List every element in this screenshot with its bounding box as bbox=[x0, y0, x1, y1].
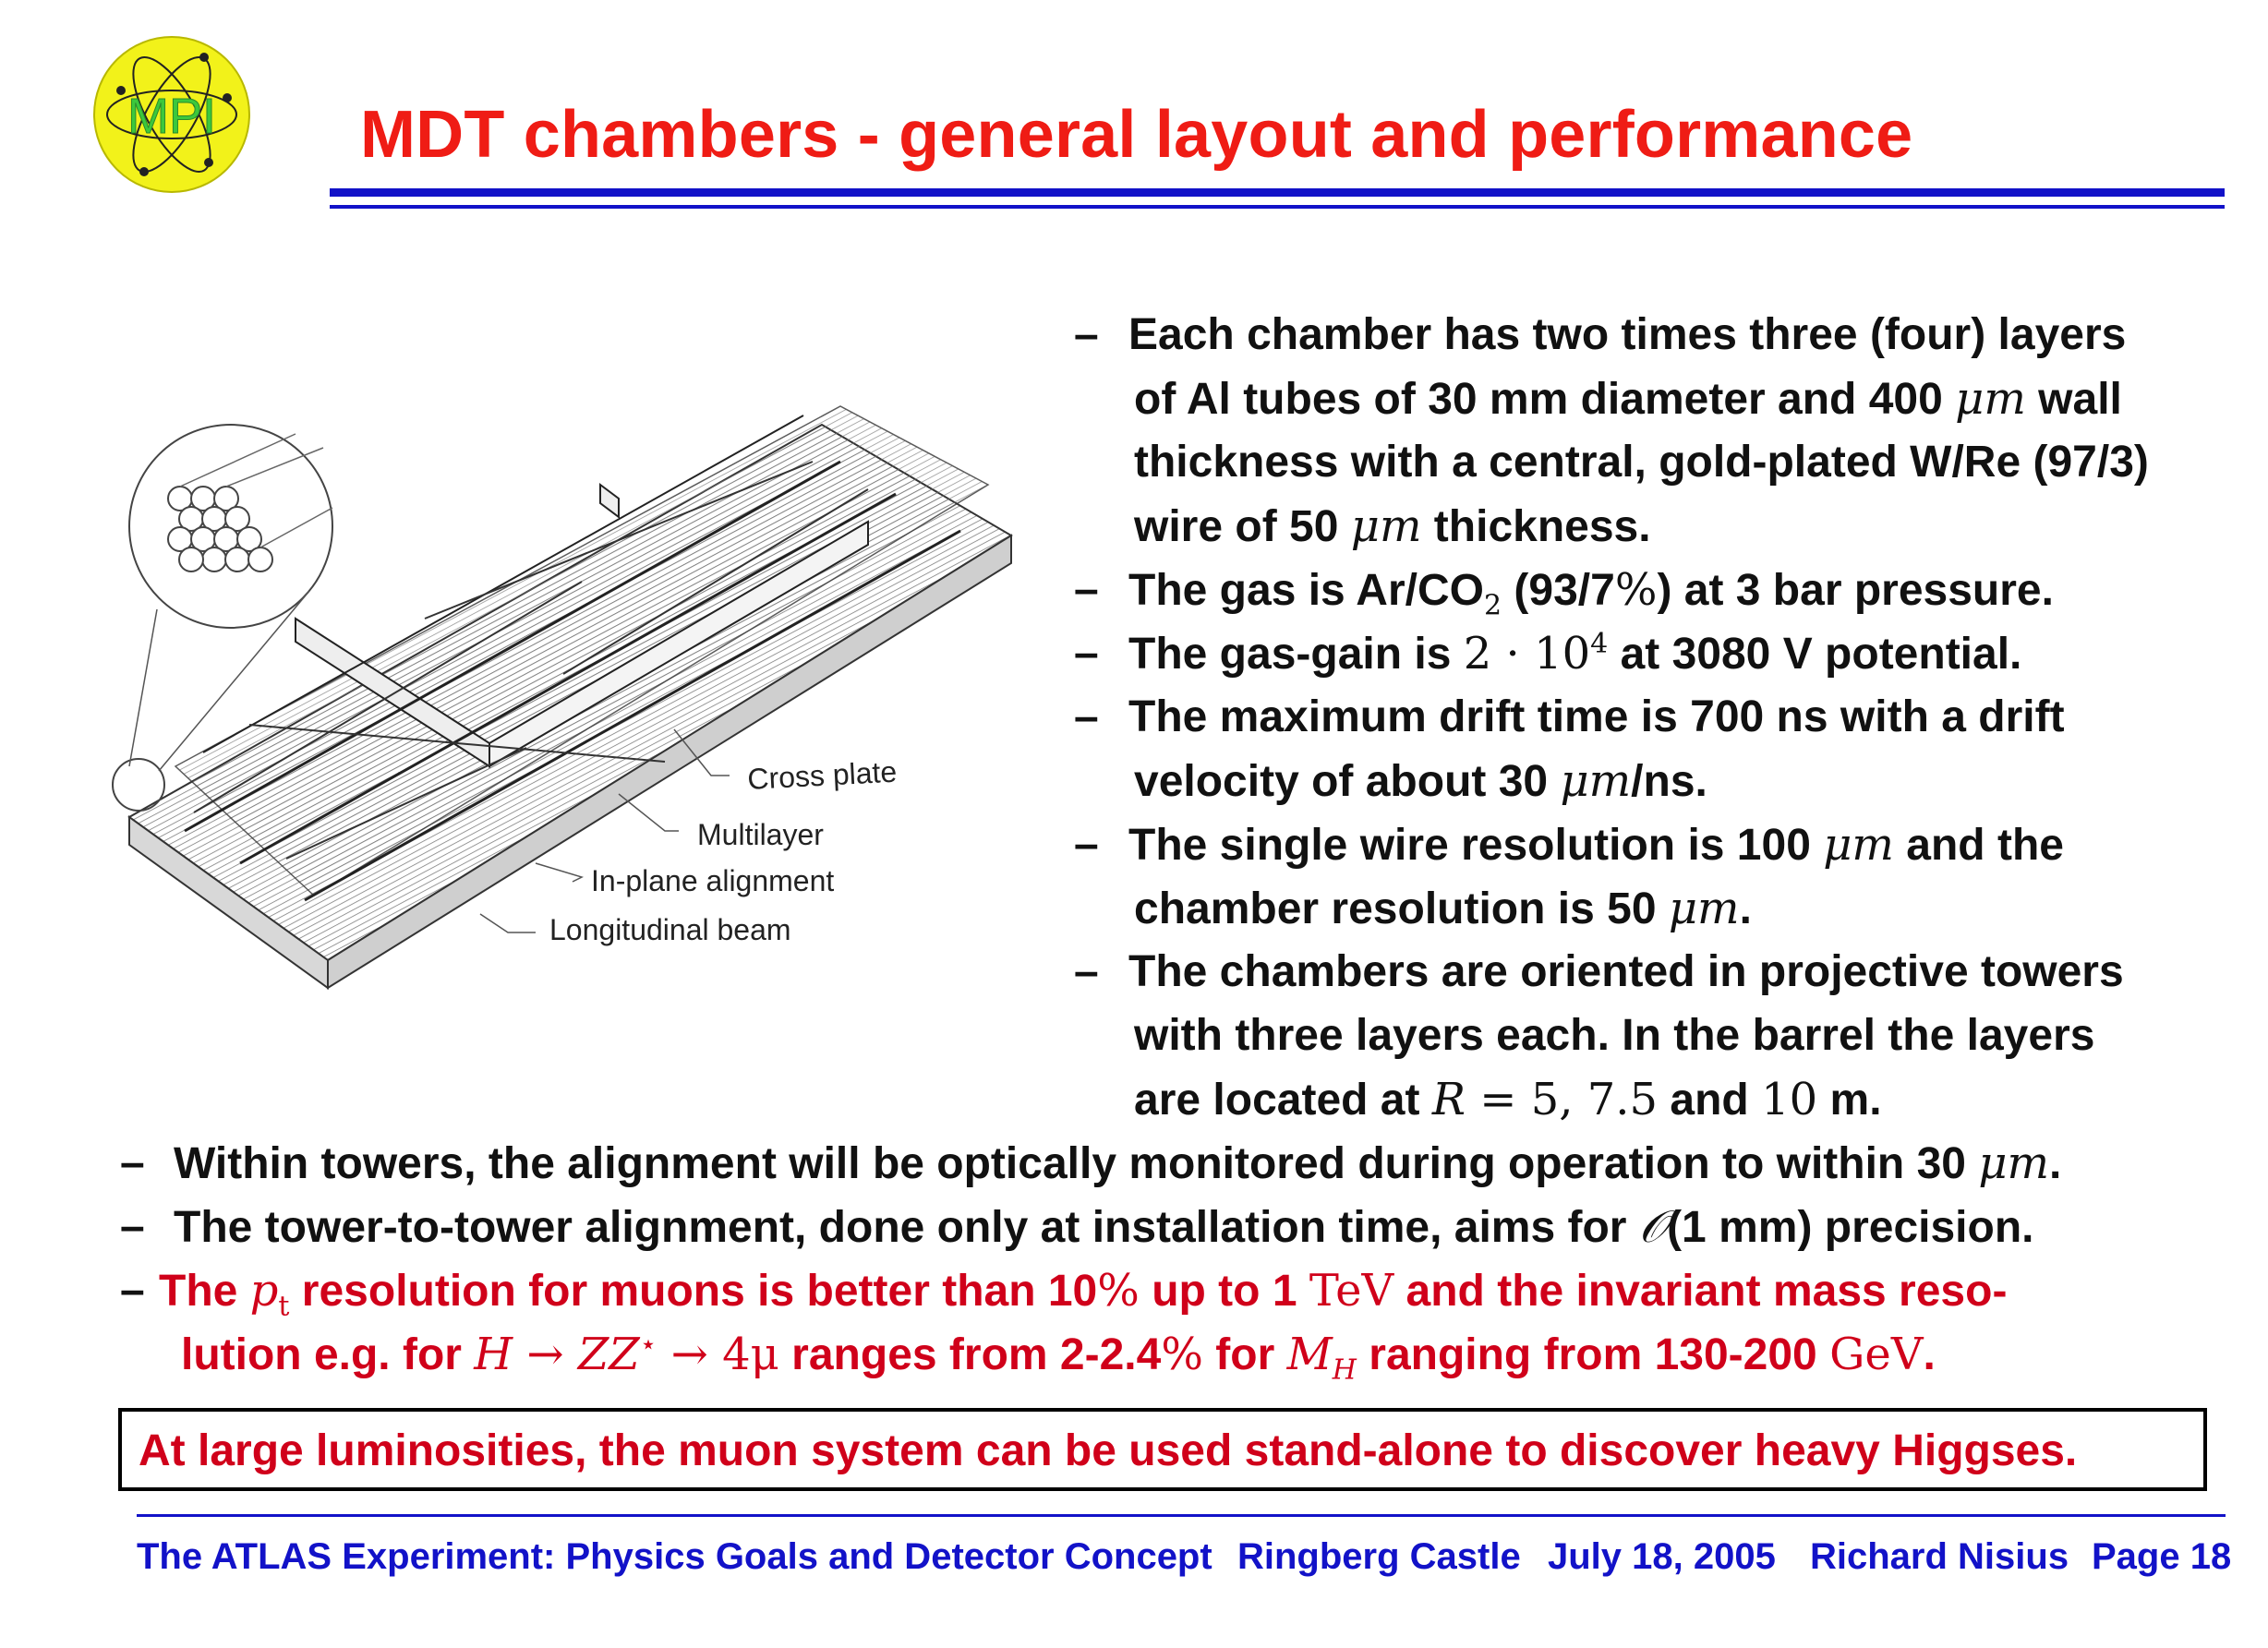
bullet-dash: – bbox=[1074, 565, 1099, 614]
bullet-4-line-2: velocity of about 30 μm/ns. bbox=[1134, 755, 1707, 807]
bullet-dash: – bbox=[120, 1138, 145, 1187]
bullet-dash: – bbox=[120, 1202, 145, 1251]
bullet-4-line-1: The maximum drift time is 700 ns with a drift bbox=[1128, 692, 2065, 741]
bullet-6-line-1: The chambers are oriented in projective towers bbox=[1128, 947, 2124, 996]
footer-author: Richard Nisius bbox=[1810, 1536, 2069, 1577]
slide-title: MDT chambers - general layout and performance bbox=[360, 98, 1913, 172]
title-rule-thin bbox=[330, 205, 2225, 209]
bullet-2: The gas is $Ar/CO_2$ (93/7%) at 3 bar pressure. bbox=[1128, 564, 2054, 622]
bullet-5-line-1: The single wire resolution is 100 μm and the bbox=[1128, 819, 2064, 871]
bullet-5-line-2: chamber resolution is 50 μm. bbox=[1134, 883, 1752, 934]
bullet-dash: – bbox=[1074, 947, 1099, 996]
logo-text: MPI bbox=[127, 89, 217, 144]
bullet-dash: – bbox=[1074, 820, 1099, 869]
bullet-dash: – bbox=[120, 1266, 145, 1315]
bullet-6-line-2: with three layers each. In the barrel the layers bbox=[1134, 1011, 2095, 1060]
bullet-3: The gas-gain is $2 \cdot 10^4$ at 3080 V potential. bbox=[1128, 628, 2022, 680]
bullet-8: The tower-to-tower alignment, done only at installation time, aims for 𝒪(1 mm) precision. bbox=[174, 1201, 2034, 1253]
bullet-7: Within towers, the alignment will be optically monitored during operation to within 30 μm. bbox=[174, 1137, 2062, 1189]
footer-venue: Ringberg Castle bbox=[1237, 1536, 1521, 1577]
mdt-chamber-diagram bbox=[102, 397, 1025, 1025]
footer-talk-title: The ATLAS Experiment: Physics Goals and Detector Concept bbox=[137, 1536, 1212, 1577]
bullet-6-line-3: are located at R = 5, 7.5 and 10 m. bbox=[1134, 1074, 1882, 1125]
bullet-9-line-1: The $p_t$ resolution for muons is better than 10% up to 1 TeV and the invariant mass reso- bbox=[159, 1265, 2008, 1323]
label-longitudinal-beam: Longitudinal beam bbox=[549, 913, 791, 946]
label-multilayer: Multilayer bbox=[697, 818, 824, 851]
mpi-logo bbox=[89, 33, 255, 196]
conclusion-box bbox=[118, 1408, 2207, 1491]
bullet-1-line-4: wire of 50 μm thickness. bbox=[1134, 500, 1651, 552]
label-cross-plate: Cross plate bbox=[746, 754, 898, 796]
bullet-1-line-2: of Al tubes of 30 mm diameter and 400 μm wall bbox=[1134, 373, 2122, 425]
bullet-dash: – bbox=[1074, 310, 1099, 359]
bullet-1-line-3: thickness with a central, gold-plated W/Re (97/3) bbox=[1134, 438, 2149, 487]
footer-rule bbox=[137, 1514, 2226, 1517]
conclusion-text: At large luminosities, the muon system can be used stand-alone to discover heavy Higgses. bbox=[139, 1426, 2078, 1475]
footer-date: July 18, 2005 bbox=[1548, 1536, 1776, 1577]
footer-page-number: Page 18 bbox=[2092, 1536, 2232, 1577]
label-in-plane-alignment: In-plane alignment bbox=[591, 864, 835, 897]
bullet-1-line-1: Each chamber has two times three (four) layers bbox=[1128, 310, 2127, 359]
bullet-9-line-2: lution e.g. for H → ZZ⋆ → 4μ ranges from 2-2.4% for $M_H$ ranging from 130-200 GeV. bbox=[181, 1329, 1936, 1387]
title-rule-thick bbox=[330, 188, 2225, 197]
bullet-dash: – bbox=[1074, 692, 1099, 741]
bullet-dash: – bbox=[1074, 629, 1099, 678]
